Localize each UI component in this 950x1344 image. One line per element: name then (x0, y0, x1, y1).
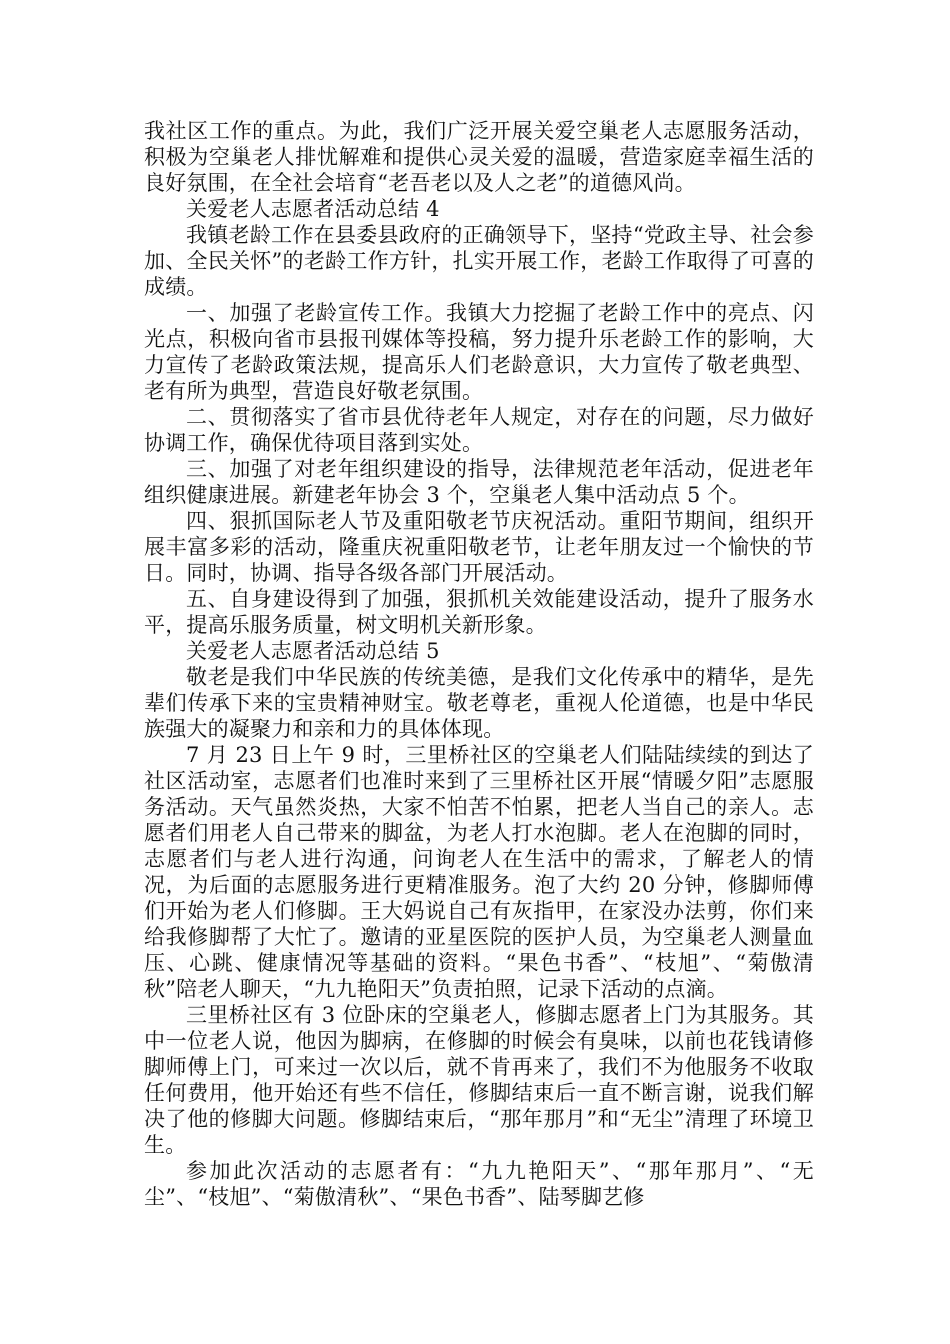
section-heading-5: 关爱老人志愿者活动总结 5 (186, 639, 440, 663)
paragraph: 三、加强了对老年组织建设的指导，法律规范老年活动，促进老年组织健康进展。新建老年协会 3 个，空巢老人集中活动点 5 个。 (144, 457, 814, 507)
paragraph: 参加此次活动的志愿者有：“九九艳阳天”、“那年那月”、“无尘”、“枝旭”、“菊傲清秋”、“果色书香”、陆琴脚艺修 (144, 1159, 814, 1209)
paragraph: 敬老是我们中华民族的传统美德，是我们文化传承中的精华，是先辈们传承下来的宝贵精神财宝。敬老尊老，重视人伦道德，也是中华民族强大的凝聚力和亲和力的具体体现。 (144, 665, 814, 741)
document-page (144, 118, 814, 1210)
paragraph: 五、自身建设得到了加强，狠抓机关效能建设活动，提升了服务水平，提高乐服务质量，树文明机关新形象。 (144, 587, 814, 637)
paragraph: 二、贯彻落实了省市县优待老年人规定，对存在的问题，尽力做好协调工作，确保优待项目落到实处。 (144, 405, 814, 455)
paragraph: 一、加强了老龄宣传工作。我镇大力挖掘了老龄工作中的亮点、闪光点，积极向省市县报刊媒体等投稿，努力提升乐老龄工作的影响，大力宣传了老龄政策法规，提高乐人们老龄意识，大力宣传了敬老典型、老有所为典型，营造良好敬老氛围。 (144, 301, 814, 403)
paragraph-continuation: 我社区工作的重点。为此，我们广泛开展关爱空巢老人志愿服务活动，积极为空巢老人排忧解难和提供心灵关爱的温暖，营造家庭幸福生活的良好氛围，在全社会培育“老吾老以及人之老”的道德风尚。 (144, 119, 814, 195)
paragraph: 四、狠抓国际老人节及重阳敬老节庆祝活动。重阳节期间，组织开展丰富多彩的活动，隆重庆祝重阳敬老节，让老年朋友过一个愉快的节日。同时，协调、指导各级各部门开展活动。 (144, 509, 814, 585)
paragraph: 我镇老龄工作在县委县政府的正确领导下，坚持“党政主导、社会参加、全民关怀”的老龄工作方针，扎实开展工作，老龄工作取得了可喜的成绩。 (144, 223, 814, 299)
paragraph: 7 月 23 日上午 9 时，三里桥社区的空巢老人们陆陆续续的到达了社区活动室，志愿者们也准时来到了三里桥社区开展“情暖夕阳”志愿服务活动。天气虽然炎热，大家不怕苦不怕累，把老人当自己的亲人。志愿者们用老人自己带来的脚盆，为老人打水泡脚。老人在泡脚的同时，志愿者们与老人进行沟通，问询老人在生活中的需求，了解老人的情况，为后面的志愿服务进行更精准服务。泡了大约 20 分钟，修脚师傅们开始为老人们修脚。王大妈说自己有灰指甲，在家没办法剪，你们来给我修脚帮了大忙了。邀请的亚星医院的医护人员，为空巢老人测量血压、心跳、健康情况等基础的资料。“果色书香”、“枝旭”、“菊傲清秋”陪老人聊天，“九九艳阳天”负责拍照，记录下活动的点滴。 (144, 743, 814, 1001)
paragraph: 三里桥社区有 3 位卧床的空巢老人，修脚志愿者上门为其服务。其中一位老人说，他因为脚病，在修脚的时候会有臭味，以前也花钱请修脚师傅上门，可来过一次以后，就不肯再来了，我们不为他服务不收取任何费用，他开始还有些不信任，修脚结束后一直不断言谢，说我们解决了他的修脚大问题。修脚结束后，“那年那月”和“无尘”清理了环境卫生。 (144, 1003, 814, 1157)
section-heading-4: 关爱老人志愿者活动总结 4 (186, 197, 440, 221)
